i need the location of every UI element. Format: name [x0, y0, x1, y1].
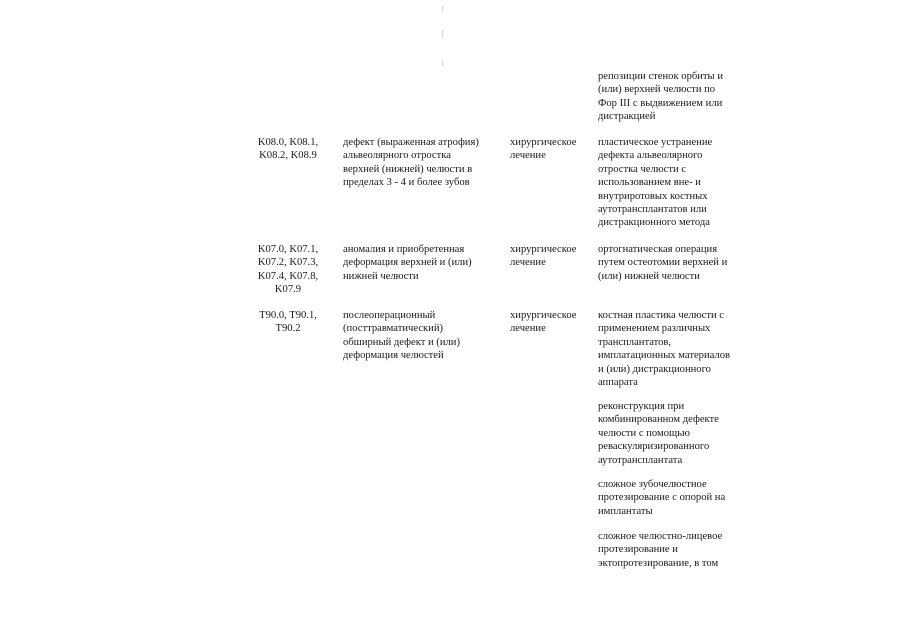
- text-line: обширный дефект и (или): [343, 336, 460, 348]
- row-treatment: [510, 243, 592, 270]
- text-line: деформация верхней и (или): [343, 257, 472, 269]
- row-diagnosis: [343, 309, 503, 363]
- text-line: внутриротовых костных: [598, 190, 708, 202]
- text-line: реваскуляризированного: [598, 441, 710, 453]
- row-treatment: [510, 136, 592, 163]
- text-line: хирургическое: [510, 310, 577, 321]
- text-line: верхней (нижней) челюсти в: [343, 163, 473, 175]
- row-diagnosis: [343, 136, 503, 190]
- row-diagnosis: [343, 243, 503, 283]
- text-line: дефекта альвеолярного: [598, 150, 703, 162]
- text-line: лечение: [510, 323, 546, 335]
- row-treatment: [510, 309, 592, 336]
- row-method: [598, 243, 758, 283]
- text-line: нижней челюсти: [343, 270, 419, 282]
- method-continuation: [598, 70, 758, 124]
- text-line: хирургическое: [510, 137, 577, 148]
- text-line: путем остеотомии верхней и: [598, 257, 728, 269]
- text-line: (или) нижней челюсти: [598, 270, 700, 282]
- text-line: Фор III с выдвижением или: [598, 97, 723, 109]
- text-line: отростка челюсти с: [598, 163, 687, 175]
- text-line: челюсти с помощью: [598, 427, 690, 439]
- text-line: альвеолярного отростка: [343, 150, 451, 162]
- code-line: T90.0, T90.1,: [259, 310, 317, 321]
- code-line: K08.2, K08.9: [259, 150, 317, 162]
- row-codes: [250, 136, 326, 163]
- code-line: K08.0, K08.1,: [257, 137, 319, 148]
- row-method: [598, 309, 758, 389]
- text-line: аутотрансплантата: [598, 454, 683, 466]
- text-line: сложное челюстно-лицевое: [598, 531, 723, 542]
- text-line: дефект (выраженная атрофия): [343, 137, 479, 148]
- text-line: хирургическое: [510, 244, 577, 255]
- text-line: и (или) дистракционного: [598, 363, 711, 375]
- text-line: имплантаты: [598, 505, 653, 517]
- scan-mark: [442, 6, 443, 12]
- text-line: ортогнатическая операция: [598, 244, 718, 255]
- text-line: аномалия и приобретенная: [343, 244, 465, 255]
- code-line: K07.0, K07.1,: [257, 244, 319, 255]
- text-line: репозиции стенок орбиты и: [598, 71, 723, 82]
- text-line: реконструкция при: [598, 401, 685, 412]
- scan-mark: [442, 60, 443, 66]
- row-method: [598, 136, 758, 230]
- text-line: сложное зубочелюстное: [598, 479, 707, 490]
- text-line: лечение: [510, 150, 546, 162]
- text-line: пластическое устранение: [598, 137, 713, 148]
- code-line: T90.2: [275, 323, 301, 335]
- text-line: эктопротезирование, в том: [598, 557, 719, 569]
- text-line: дистракцией: [598, 111, 656, 123]
- code-line: K07.4, K07.8,: [257, 270, 319, 282]
- row-method: [598, 400, 758, 467]
- row-method: [598, 530, 758, 570]
- text-line: имплатационных материалов: [598, 350, 730, 362]
- text-line: послеоперационный: [343, 310, 436, 321]
- scan-mark: [442, 30, 443, 38]
- code-line: K07.9: [274, 284, 302, 296]
- text-line: костная пластика челюсти с: [598, 310, 724, 321]
- text-line: лечение: [510, 257, 546, 269]
- code-line: K07.2, K07.3,: [257, 257, 319, 269]
- text-line: дистракционного метода: [598, 217, 710, 229]
- text-line: протезирование с опорой на: [598, 492, 726, 504]
- row-method: [598, 478, 758, 518]
- text-line: использованием вне- и: [598, 177, 701, 189]
- text-line: протезирование и: [598, 544, 678, 556]
- text-line: трансплантатов,: [598, 336, 672, 348]
- row-codes: [250, 243, 326, 297]
- text-line: пределах 3 - 4 и более зубов: [343, 177, 470, 189]
- text-line: применением различных: [598, 323, 711, 335]
- text-line: деформация челюстей: [343, 350, 444, 362]
- text-line: аппарата: [598, 377, 638, 389]
- text-line: (или) верхней челюсти по: [598, 84, 716, 96]
- text-line: комбинированном дефекте: [598, 414, 719, 426]
- text-line: (посттравматический): [343, 323, 444, 335]
- text-line: аутотрансплантатов или: [598, 204, 707, 216]
- row-codes: [250, 309, 326, 336]
